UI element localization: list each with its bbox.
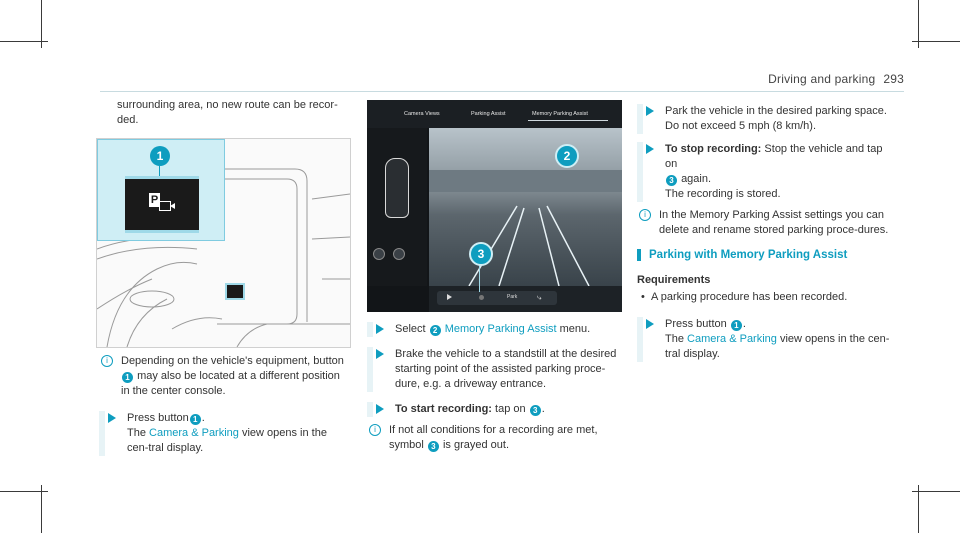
step-arrow-icon — [376, 404, 384, 414]
column-2 — [367, 322, 625, 459]
column-3 — [637, 104, 897, 368]
badge-3: 3 — [530, 405, 541, 416]
page-number: 293 — [883, 72, 904, 86]
settings-icon[interactable] — [373, 248, 385, 260]
parking-camera-button[interactable] — [125, 176, 199, 233]
crop-mark — [918, 485, 919, 533]
step-press-button-2: Press button 1 . The Camera & Parking view opens in the cen-tral display. — [637, 317, 897, 362]
requirement-item: • A parking procedure has been recorded. — [637, 290, 897, 305]
badge-3: 3 — [666, 175, 677, 186]
step-select-menu: Select 2 Memory Parking Assist menu. — [367, 322, 625, 337]
parking-camera-icon: P — [149, 193, 175, 213]
car-topview-icon — [385, 158, 409, 218]
control-pill — [437, 291, 557, 305]
step-brake: Brake the vehicle to a standstill at the desired starting point of the assisted parking proce-dure, e.g. a driveway entrance. — [367, 347, 625, 392]
header-rule — [100, 91, 904, 92]
badge-3: 3 — [428, 441, 439, 452]
screen-controlbar — [429, 286, 622, 312]
console-button-small[interactable] — [225, 283, 245, 300]
step-arrow-icon — [376, 349, 384, 359]
steering-icon[interactable] — [393, 248, 405, 260]
tab-camera-views[interactable]: Camera Views — [404, 111, 440, 117]
camera-image — [429, 128, 622, 286]
parking-path-icon[interactable]: ⤷ — [537, 293, 542, 302]
step-stop-recording: To stop recording: Stop the vehicle and tap on 3 again. The recording is stored. — [637, 142, 897, 202]
callout-badge-3: 3 — [469, 242, 493, 266]
column-1 — [117, 98, 349, 128]
badge-1: 1 — [190, 414, 201, 425]
vehicle-overview — [367, 128, 427, 286]
step-arrow-icon — [646, 144, 654, 154]
tab-parking-assist[interactable]: Parking Assist — [471, 111, 506, 117]
requirements-title: Requirements — [637, 274, 711, 286]
step-arrow-icon — [108, 413, 116, 423]
badge-1: 1 — [731, 320, 742, 331]
tab-memory-parking-assist[interactable]: Memory Parking Assist — [532, 111, 588, 117]
section-name: Driving and parking — [768, 72, 876, 86]
step-arrow-icon — [376, 324, 384, 334]
column-1-lower — [99, 354, 351, 462]
memory-parking-screen — [367, 100, 622, 312]
play-icon[interactable] — [447, 294, 452, 300]
info-icon: i — [639, 209, 651, 221]
section-title: Parking with Memory Parking Assist — [637, 248, 897, 263]
crop-mark — [0, 491, 48, 492]
crop-mark — [912, 491, 960, 492]
parking-guide-lines — [429, 128, 622, 286]
callout-badge-1: 1 — [150, 146, 170, 166]
note-1: i Depending on the vehicle's equipment, button 1 may also be located at a different position in the center console. — [99, 354, 351, 399]
section-bar — [637, 249, 641, 261]
crop-mark — [41, 485, 42, 533]
intro-text: surrounding area, no new route can be recor-ded. — [117, 99, 338, 126]
crop-mark — [0, 41, 48, 42]
step-arrow-icon — [646, 106, 654, 116]
badge-2: 2 — [430, 325, 441, 336]
step-arrow-icon — [646, 319, 654, 329]
camera-parking-link[interactable]: Camera & Parking — [687, 333, 777, 345]
badge-1: 1 — [122, 372, 133, 383]
screen-tabbar — [367, 100, 622, 128]
note-3: i In the Memory Parking Assist settings you can delete and rename stored parking proce-dures. — [637, 208, 897, 238]
camera-parking-link[interactable]: Camera & Parking — [149, 427, 239, 439]
record-icon[interactable] — [479, 295, 484, 300]
step-start-recording: To start recording: tap on 3 . — [367, 402, 625, 417]
note-2: i If not all conditions for a recording are met, symbol 3 is grayed out. — [367, 423, 625, 453]
callout-badge-2: 2 — [555, 144, 579, 168]
page-header — [768, 72, 904, 86]
memory-parking-assist-link[interactable]: Memory Parking Assist — [444, 323, 557, 335]
crop-mark — [912, 41, 960, 42]
tab-underline — [528, 120, 608, 121]
step-press-button: Press button 1 . The Camera & Parking view opens in the cen-tral display. — [99, 411, 351, 456]
step-park: Park the vehicle in the desired parking space. Do not exceed 5 mph (8 km/h). — [637, 104, 897, 134]
center-console-illustration — [96, 138, 351, 348]
callout-line — [159, 166, 160, 176]
park-button-label[interactable]: Park — [507, 294, 518, 300]
info-icon: i — [101, 355, 113, 367]
info-icon: i — [369, 424, 381, 436]
